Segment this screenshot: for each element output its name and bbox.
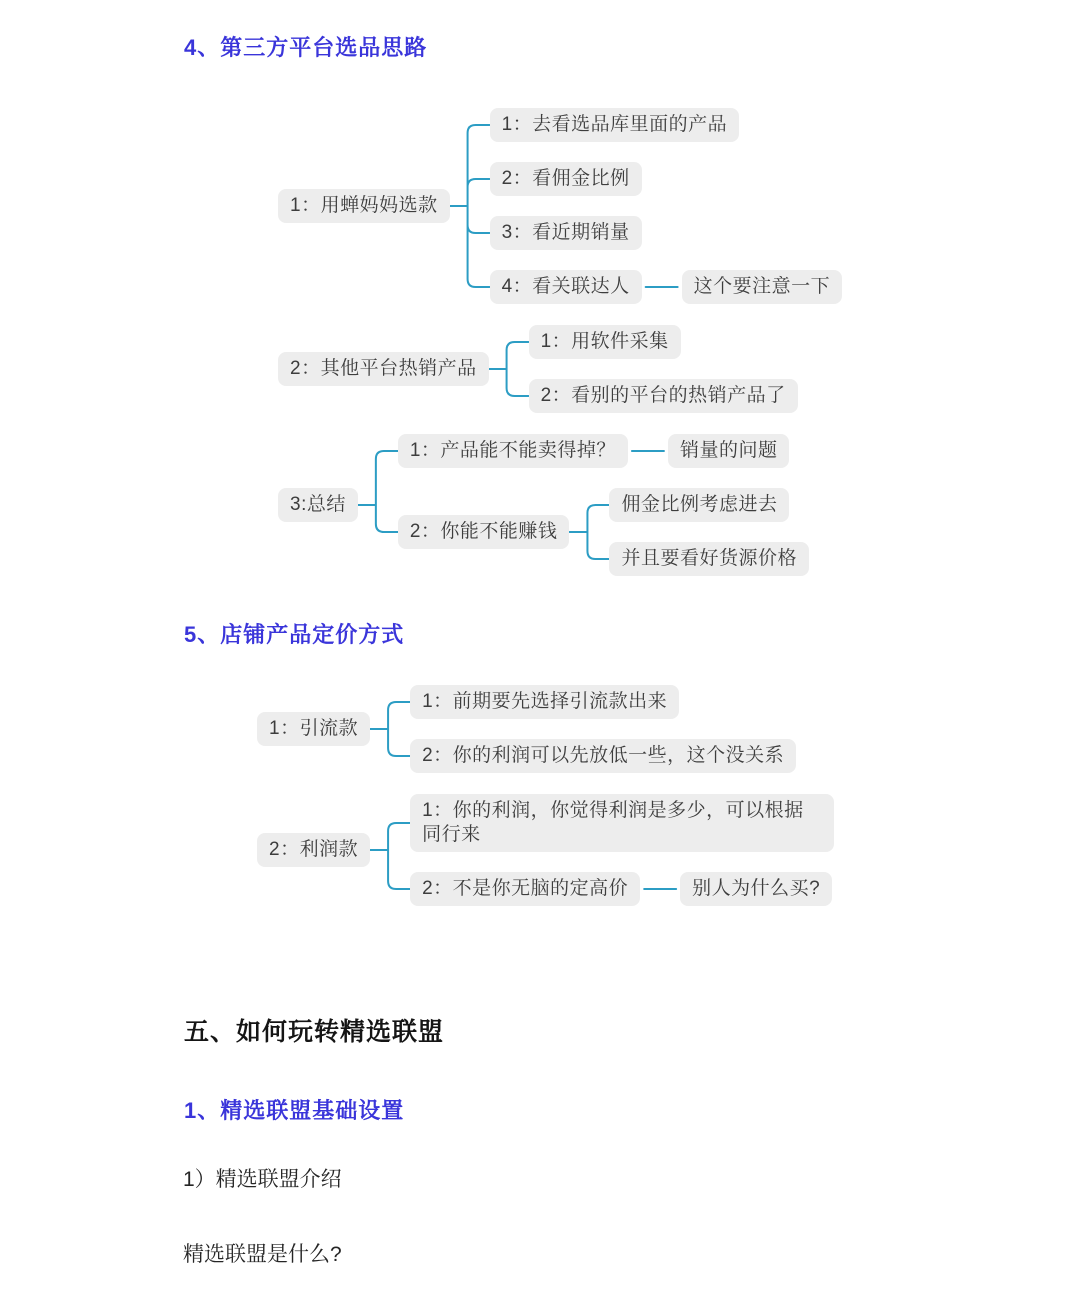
mindmap-node: 2：不是你无脑的定高价: [410, 872, 640, 906]
mindmap-node: 2：你能不能赚钱: [398, 515, 570, 549]
mindmap-node: 佣金比例考虑进去: [609, 488, 789, 522]
mindmap-node: 4：看关联达人: [490, 270, 642, 304]
mindmap-node: 1：前期要先选择引流款出来: [410, 685, 679, 719]
mindmap-children: [529, 325, 798, 413]
mindmap-node: 3:总结: [278, 488, 358, 522]
mindmap-node: 别人为什么买?: [680, 872, 832, 906]
mindmap-platform-selection: [278, 108, 842, 576]
mindmap-children: [682, 270, 843, 304]
mindmap-node: 2：看别的平台的热销产品了: [529, 379, 798, 413]
mindmap-children: [668, 434, 790, 468]
section-heading-platform-selection: 4、第三方平台选品思路: [184, 35, 428, 60]
question-text: 精选联盟是什么?: [183, 1243, 342, 1266]
mindmap-node: 2：看佣金比例: [490, 162, 642, 196]
sub-heading-alliance-setup: 1、精选联盟基础设置: [184, 1098, 405, 1123]
mindmap-pricing: [257, 685, 834, 906]
mindmap-node: 1：用软件采集: [529, 325, 681, 359]
mindmap-node: 1：去看选品库里面的产品: [490, 108, 740, 142]
section-heading-pricing: 5、店铺产品定价方式: [184, 622, 405, 647]
mindmap-node: 并且要看好货源价格: [609, 542, 809, 576]
mindmap-children: [410, 794, 834, 906]
mindmap-node: 2：你的利润可以先放低一些，这个没关系: [410, 739, 796, 773]
mindmap-node: 2：利润款: [257, 833, 370, 867]
mindmap-node: 1：引流款: [257, 712, 370, 746]
mindmap-node: 3：看近期销量: [490, 216, 642, 250]
mindmap-node: 销量的问题: [668, 434, 790, 468]
mindmap-children: [609, 488, 809, 576]
mindmap-children: [680, 872, 832, 906]
mindmap-children: [410, 685, 796, 773]
mindmap-node: 1：用蝉妈妈选款: [278, 189, 450, 223]
mindmap-children: [398, 434, 809, 576]
chapter-heading-alliance: 五、如何玩转精选联盟: [184, 1018, 445, 1046]
list-item-alliance-intro: 1）精选联盟介绍: [183, 1168, 342, 1191]
mindmap-node: 1：你的利润，你觉得利润是多少，可以根据同行来: [410, 794, 834, 852]
mindmap-node: 这个要注意一下: [682, 270, 843, 304]
mindmap-node: 1：产品能不能卖得掉？: [398, 434, 628, 468]
mindmap-children: [490, 108, 843, 304]
mindmap-node: 2：其他平台热销产品: [278, 352, 489, 386]
